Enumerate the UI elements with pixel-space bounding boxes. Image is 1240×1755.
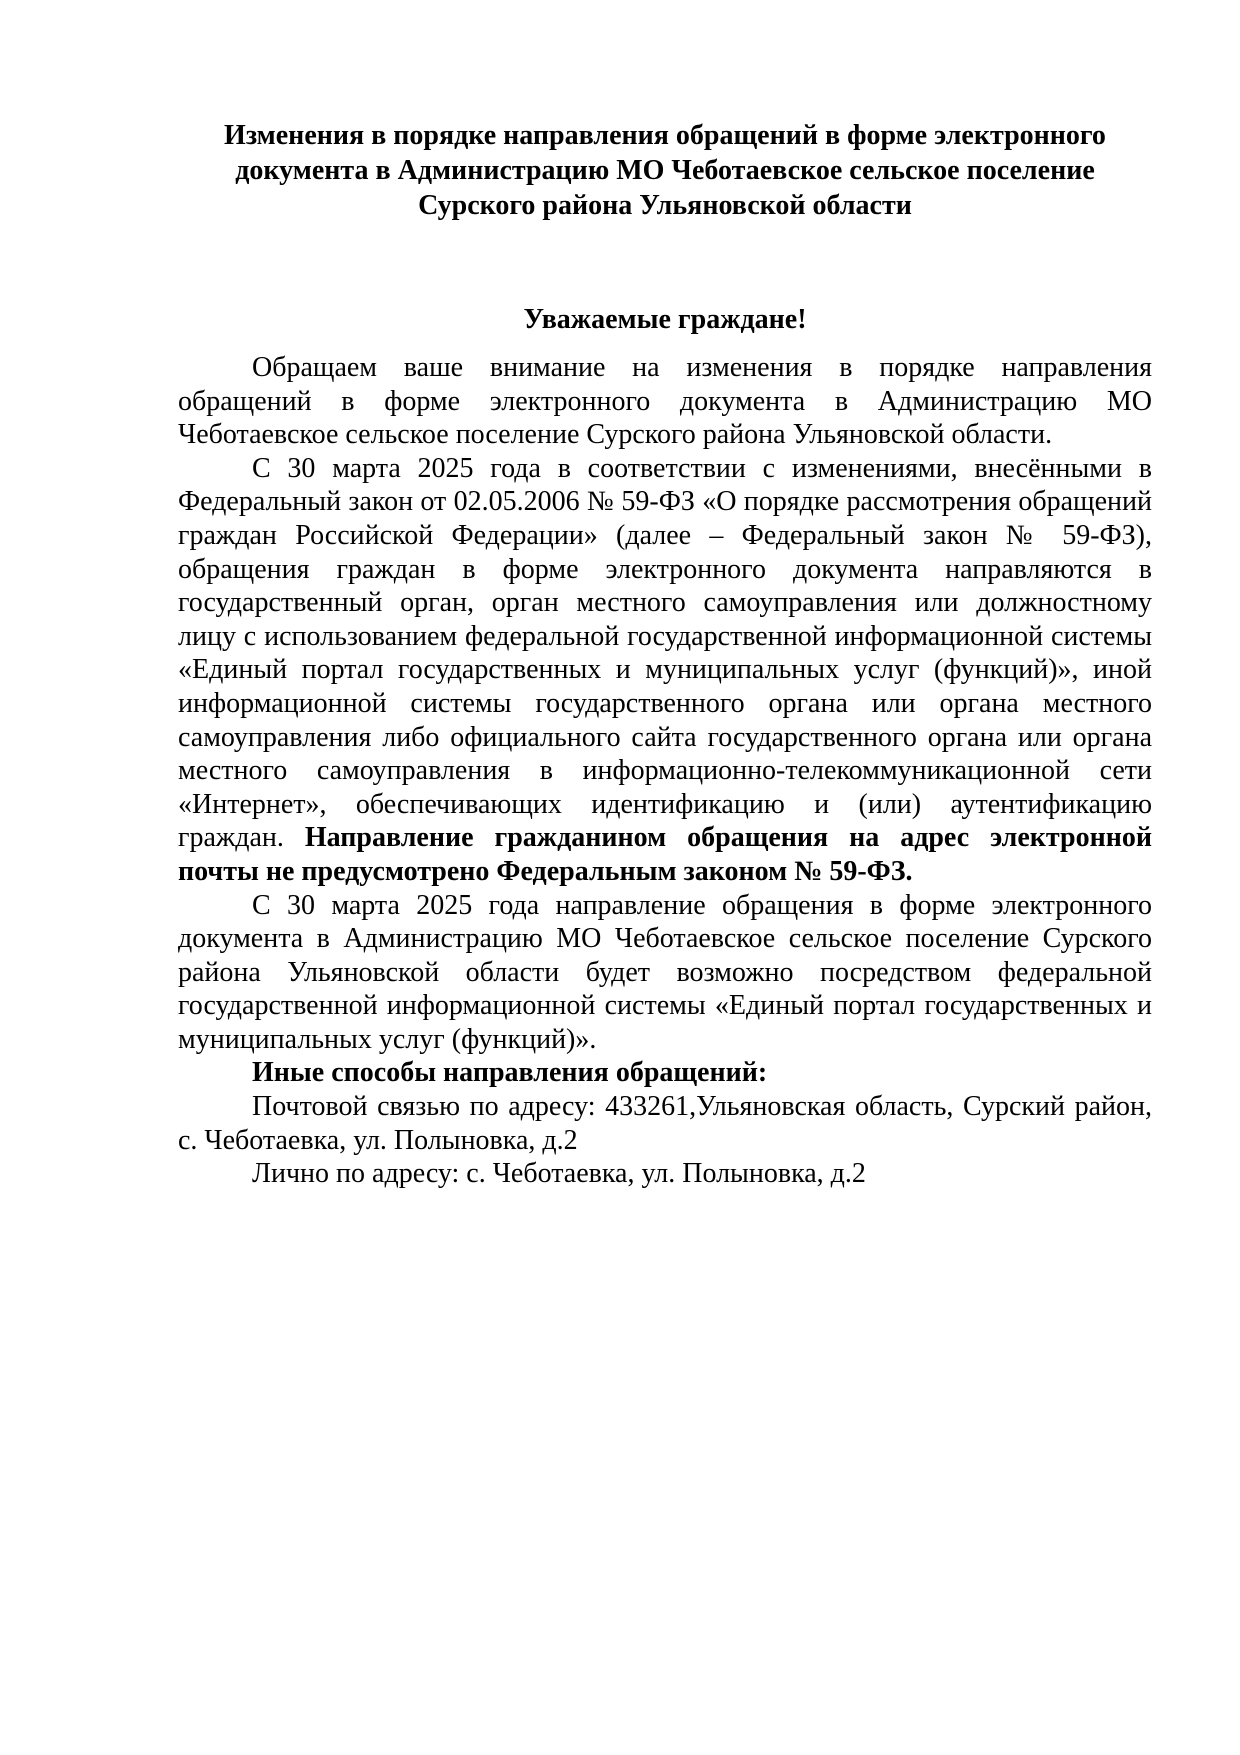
other-methods-heading: Иные способы направления обращений: bbox=[252, 1057, 768, 1089]
document-page bbox=[178, 118, 1152, 1191]
paragraph-portal: С 30 марта 2025 года направление обращения в форме электронного документа в Администрацию МО Чеботаевское сельское поселение Сурского района Ульяновской области будет возможно посредством федеральной государственной информационной системы «Единый портал государственных и муниципальных услуг (функций)». bbox=[178, 889, 1152, 1055]
paragraph-intro: Обращаем ваше внимание на изменения в порядке направления обращений в форме электронного документа в Администрацию МО Чеботаевское сельское поселение Сурского района Ульяновской области. bbox=[178, 352, 1152, 451]
greeting: Уважаемые граждане! bbox=[523, 304, 807, 335]
in-person-address: Лично по адресу: с. Чеботаевка, ул. Полыновка, д.2 bbox=[252, 1158, 866, 1190]
paragraph-law-text: С 30 марта 2025 года в соответствии с изменениями, внесёнными в Федеральный закон от 02.05.2006 № 59-ФЗ «О порядке рассмотрения обращений граждан Российской Федерации» (далее – Федеральный закон № 59-ФЗ), обращения граждан в форме электронного документа направляются в государственный орган, орган местного самоуправления или должностному лицу с использованием федеральной государственной информационной системы «Единый портал государственных и муниципальных услуг (функций)», иной информационной системы государственного органа или органа местного самоуправления либо официального сайта государственного органа или органа местного самоуправления в информационно-телекоммуникационной сети «Интернет», обеспечивающих идентификацию и (или) аутентификацию граждан. bbox=[178, 452, 1152, 854]
paragraph-law-changes bbox=[178, 452, 1152, 889]
postal-address: Почтовой связью по адресу: 433261,Ульяновская область, Сурский район, с. Чеботаевка, ул. Полыновка, д.2 bbox=[178, 1091, 1152, 1156]
document-title: Изменения в порядке направления обращений в форме электронного документа в Администрацию МО Чеботаевское сельское поселение Сурского района Ульяновской области bbox=[224, 120, 1106, 221]
paragraph-law-bold-note: Направление гражданином обращения на адрес электронной почты не предусмотрено Федеральным законом № 59-ФЗ. bbox=[178, 822, 1152, 887]
